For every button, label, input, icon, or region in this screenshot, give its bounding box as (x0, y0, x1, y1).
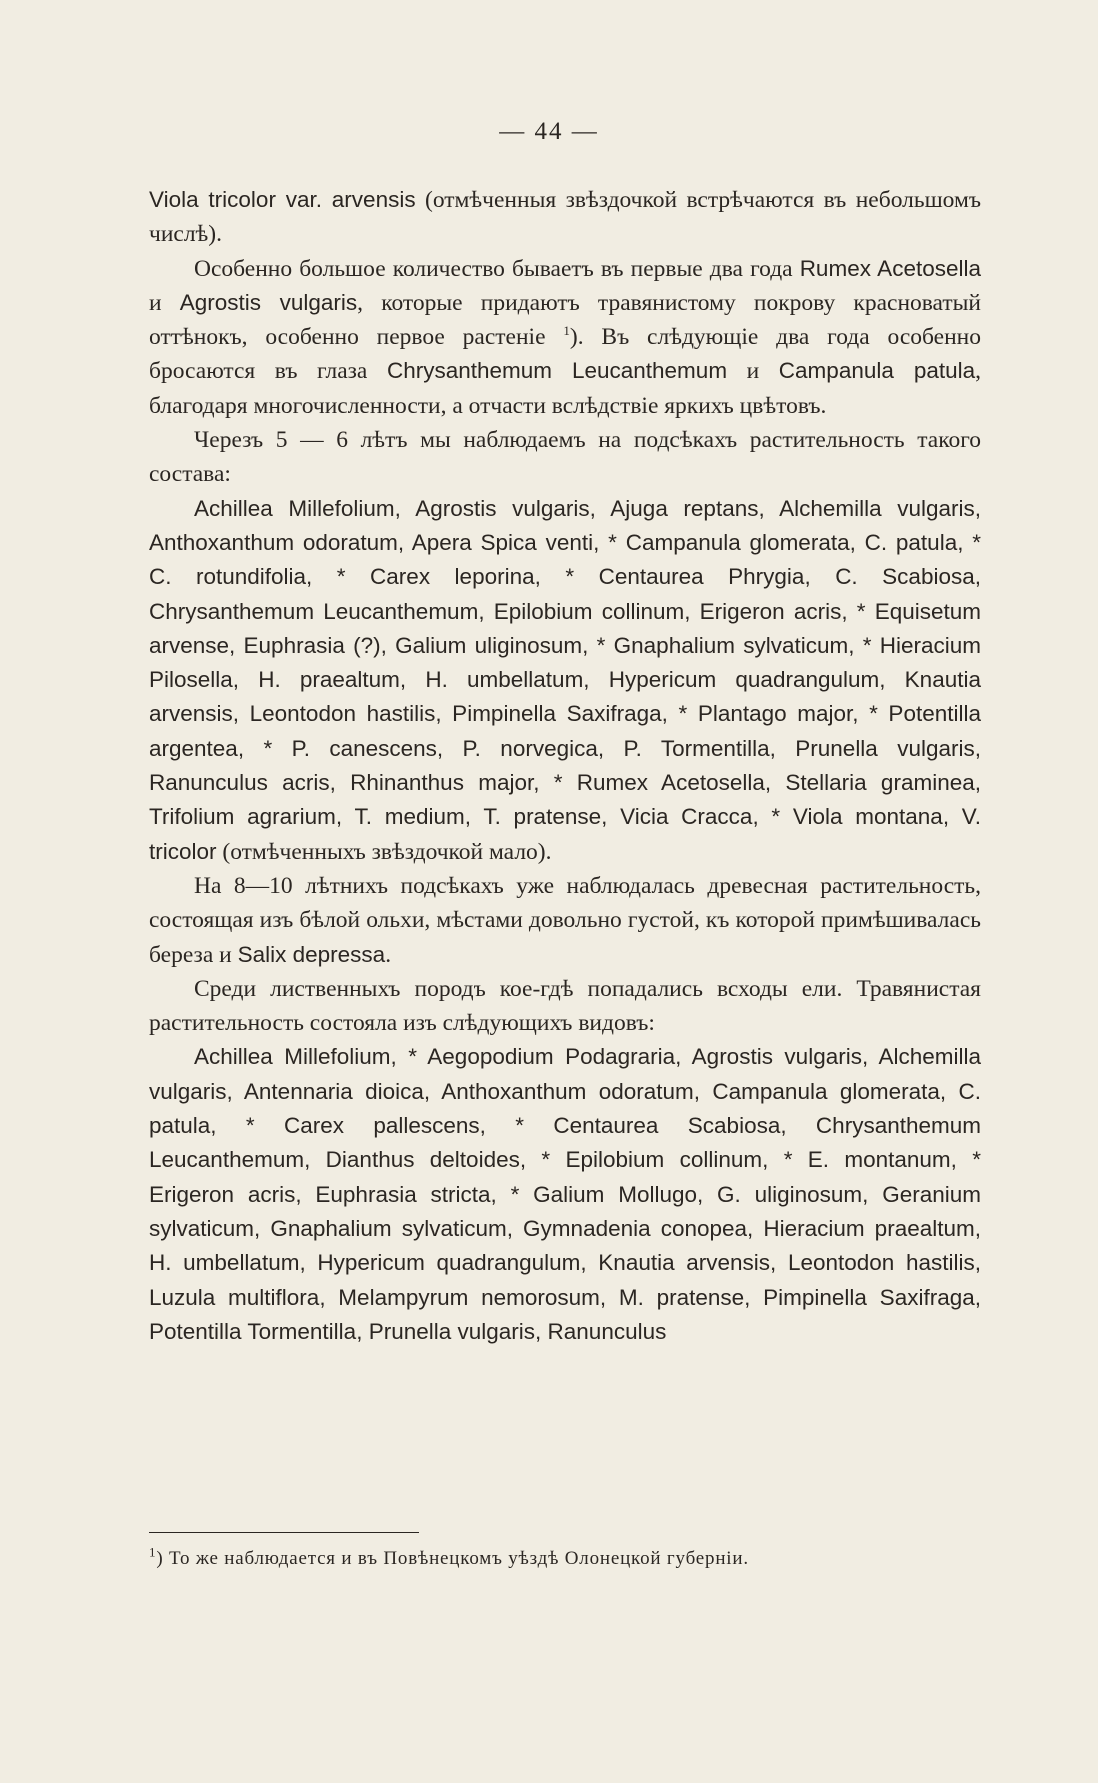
species-list: Achillea Millefolium, Agrostis vulgaris, Ajuga reptans, Alchemilla vulgaris, Anthoxanthum odoratum, Apera Spica venti, * Campanula glomerata, C. patula, * C. rotundifolia, * Carex leporina, * Centaurea Phrygia, C. Scabiosa, Chrysanthemum Leucanthemum, Epilobium collinum, Erigeron acris, * Equisetum arvense, Euphrasia (?), Galium uliginosum, * Gnaphalium sylvaticum, * Hieracium Pilosella, H. praealtum, H. umbellatum, Hypericum quadrangulum, Knautia arvensis, Leontodon hastilis, Pimpinella Saxifraga, * Plantago major, * Potentilla argentea, * P. canescens, P. norvegica, P. Tormentilla, Prunella vulgaris, Ranunculus acris, Rhinanthus major, * Rumex Acetosella, Stellaria graminea, Trifolium agrarium, T. medium, T. pratense, Vicia Cracca, * Viola montana, V. tricolor (149, 495, 981, 864)
paragraph-text: (отмѣченныя звѣздочкой встрѣчаются въ небольшомъ числѣ). (149, 187, 981, 248)
species-text: Salix depressa (237, 941, 386, 967)
footnote-ref: 1 (563, 323, 570, 339)
paragraph-text: На 8—10 лѣтнихъ подсѣкахъ уже наблюдалась древесная растительность, состоящая изъ бѣлой ольхи, мѣстами довольно густой, къ которой примѣшивалась береза и (149, 872, 981, 968)
paragraph-3 (149, 492, 981, 869)
species-text: Campanula patula (778, 358, 976, 384)
paragraph-text: . Въ слѣдующіе два года особенно бросаются въ глаза (149, 324, 981, 385)
paragraph-2: Черезъ 5 — 6 лѣтъ мы наблюдаемъ на подсѣкахъ растительность такого состава: (149, 427, 981, 488)
paragraph-text: и (149, 289, 180, 316)
species-text: Chrysanthemum Leucanthemum (386, 358, 728, 384)
footnote: $^1$) То же наблюдается и въ Повѣнецкомъ уѣздѣ Олонецкой губерніи. (149, 1544, 749, 1569)
paragraph-text: Особенно большое количество бываетъ въ первые два года (194, 255, 800, 282)
footnote-divider (149, 1532, 419, 1533)
paragraph-5: Среди лиственныхъ породъ кое-гдѣ попадались всходы ели. Травянистая растительность состояла изъ слѣдующихъ видовъ: (149, 975, 981, 1037)
footnote-mark: 1 (149, 1544, 157, 1560)
paragraph-text: и (727, 358, 779, 385)
paragraph-1: Особенно большое количество бываетъ въ первые два года Rumex Acetosella и Agrostis vulgaris, которые придаютъ травянистому покрову красноватый оттѣнокъ, особенно первое растеніе $^1$). Въ слѣдующіе два года особенно бросаются въ глаза Chrysanthemum Leucanthemum и Campanula patula, благодаря многочисленности, а отчасти вслѣдствіе яркихъ цвѣтовъ. (149, 255, 982, 419)
paragraph-text: , благодаря многочисленности, а отчасти вслѣдствіе яркихъ цвѣтовъ. (149, 358, 981, 419)
paragraph-4 (149, 869, 981, 972)
paragraph-text: (отмѣченныхъ звѣздочкой мало). (216, 838, 552, 865)
page-number: — 44 — (499, 118, 599, 145)
paragraph-text: , которые придаютъ травянистому покрову красноватый оттѣнокъ, особенно первое растеніе (149, 289, 982, 351)
species-text: Viola tricolor var. arvensis (149, 187, 416, 212)
footnote-text: То же наблюдается и въ Повѣнецкомъ уѣздѣ Олонецкой губерніи. (163, 1548, 749, 1569)
species-text: Agrostis vulgaris (179, 289, 358, 315)
paragraph-0 (149, 183, 981, 252)
body-text (149, 183, 981, 1349)
paragraph-6: Achillea Millefolium, * Aegopodium Podagraria, Agrostis vulgaris, Alchemilla vulgaris, Antennaria dioica, Anthoxanthum odoratum, Campanula glomerata, C. patula, * Carex pallescens, * Centaurea Scabiosa, Chrysanthemum Leucanthemum, Dianthus deltoides, * Epilobium collinum, * E. montanum, * Erigeron acris, Euphrasia stricta, * Galium Mollugo, G. uliginosum, Geranium sylvaticum, Gnaphalium sylvaticum, Gymnadenia conopea, Hieracium praealtum, H. umbellatum, Hypericum quadrangulum, Knautia arvensis, Leontodon hastilis, Luzula multiflora, Melampyrum nemorosum, M. pratense, Pimpinella Saxifraga, Potentilla Tormentilla, Prunella vulgaris, Ranunculus (149, 1044, 981, 1344)
paragraph-text: . (385, 941, 392, 968)
species-text: Rumex Acetosella (799, 255, 981, 281)
